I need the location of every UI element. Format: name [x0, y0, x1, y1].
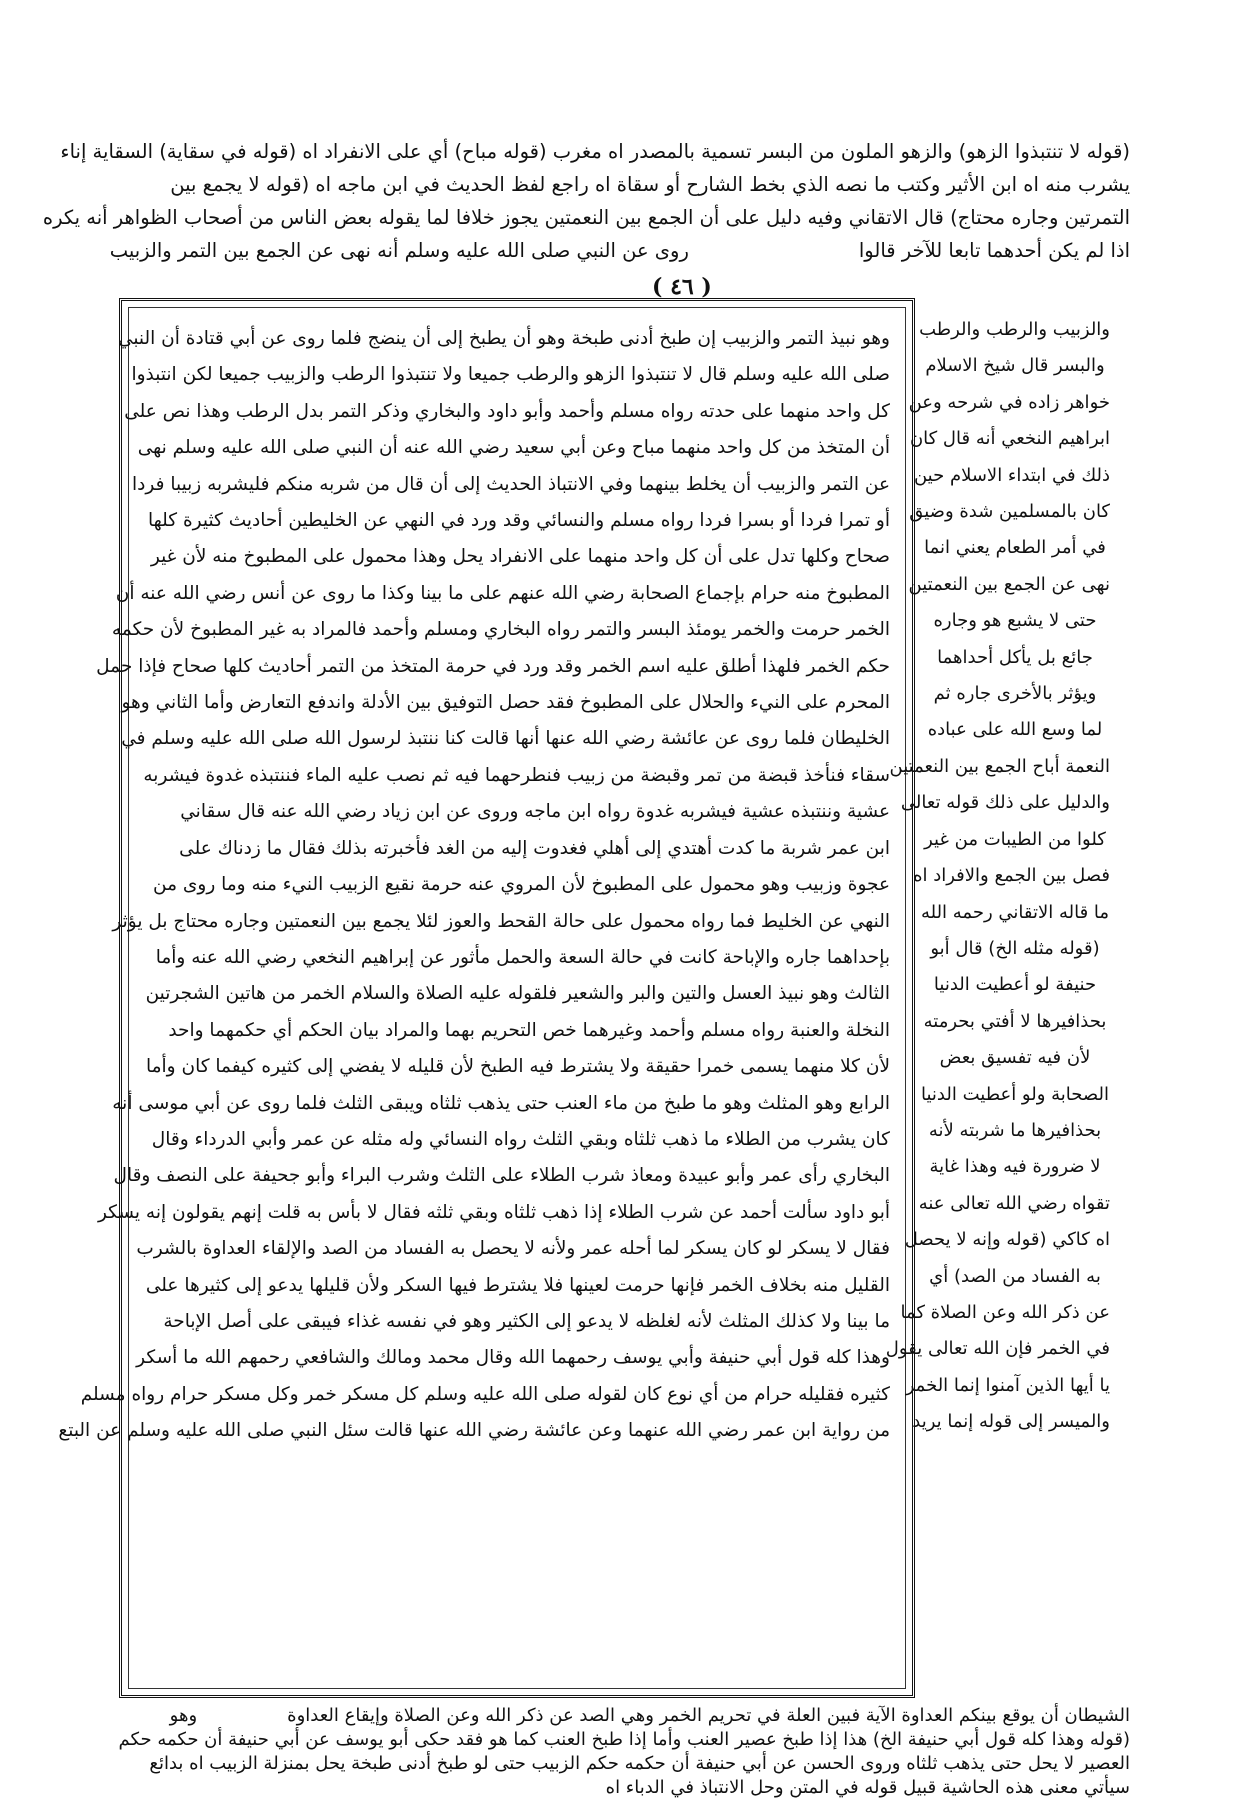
side-note-line: به الفساد من الصد) أي — [929, 1265, 1101, 1287]
side-note-line: لما وسع الله على عباده — [927, 719, 1103, 741]
text-line: عجوة وزبيب وهو محمول على المطبوخ لأن المروي عنه حرمة نقيع الزبيب النيء منه وما روى من — [153, 874, 890, 896]
text-line: المحرم على النيء والحلال على المطبوخ فقد حصل التوفيق بين الأدلة واندفع التعارض وأما الثاني وهو — [121, 692, 890, 714]
commentary-line: (قوله وهذا كله قول أبي حنيفة الخ) هذا إذا طبخ عصير العنب وأما إذا طبخ العنب كما هو فقد حكى أبو يوسف عن أبي حنيفة أن حكمه حكم — [118, 1729, 1130, 1750]
text-line: أن المتخذ من كل واحد منهما مباح وعن أبي سعيد رضي الله عنه أن النبي صلى الله عليه وسلم نهى — [137, 437, 890, 459]
side-note-line: لا ضرورة فيه وهذا غاية — [929, 1156, 1101, 1178]
text-line: صلى الله عليه وسلم قال لا تنتبذوا الزهو والرطب جميعا ولا تنتبذوا الرطب والزبيب جميعا لكن انتبذوا — [131, 364, 890, 386]
text-line: أبو داود سألت أحمد عن شرب الطلاء إذا ذهب ثلثاه وبقي ثلثه فقال لا بأس به قلت إنهم يقولون إنه يسكر — [97, 1201, 890, 1223]
side-note-line: نهى عن الجمع بين النعمتين — [908, 573, 1110, 595]
commentary-line-head: اذا لم يكن أحدهما تابعا للآخر قالوا — [858, 239, 1130, 262]
text-line: النهي عن الخليط فما رواه محمول على حالة القحط والعوز لئلا يجمع بين النعمتين وجاره محتاج بل يؤثر — [112, 910, 890, 932]
side-note-line: النعمة أباح الجمع بين النعمتين — [889, 755, 1110, 777]
side-note-line: بحذافيرها ما شربته لأنه — [928, 1119, 1102, 1141]
page-number: ( ٤٦ ) — [652, 274, 712, 300]
text-line: الخمر حرمت والخمر يومئذ البسر والتمر رواه البخاري ومسلم وأحمد فالمراد به غير المطبوخ لأن حكمه — [111, 619, 890, 641]
side-note-line: (قوله مثله الخ) قال أبو — [930, 937, 1100, 959]
text-line: من رواية ابن عمر رضي الله عنهما وعن عائشة رضي الله عنها قالت سئل النبي صلى الله عليه وسلم عن البتع — [58, 1420, 890, 1442]
text-line: الرابع وهو المثلث وهو ما طبخ من ماء العنب حتى يذهب ثلثاه ويبقى الثلث فلما روى عن أبي موسى أنه — [112, 1092, 890, 1114]
side-note-line: حنيفة لو أعطيت الدنيا — [933, 974, 1097, 996]
side-note-line: عن ذكر الله وعن الصلاة كما — [900, 1301, 1110, 1323]
text-line: الثالث وهو نبيذ العسل والتين والبر والشعير فلقوله عليه الصلاة والسلام الخمر من هاتين الشجرتين — [145, 983, 890, 1005]
text-line: صحاح وكلها تدل على أن كل واحد منهما على الانفراد يحل وهذا محمول على المطبوخ منه لأن غير — [150, 546, 890, 568]
commentary-line — [120, 1704, 1130, 1728]
text-line: أو تمرا فردا أو بسرا فردا رواه مسلم والنسائي وقد ورد في النهي عن الخليطين أحاديث كثيرة كلها — [147, 510, 890, 532]
text-line: بإحداهما جاره والإباحة كانت في حالة السعة والحمل مأثور عن إبراهيم النخعي رضي الله عنه وأما — [155, 946, 890, 968]
side-margin-notes — [885, 312, 1110, 1441]
bottom-commentary — [120, 1704, 1130, 1800]
text-line: كثيره فقليله حرام من أي نوع كان لقوله صلى الله عليه وسلم كل مسكر خمر وكل مسكر حرام رواه مسلم — [80, 1383, 890, 1405]
text-line: حكم الخمر فلهذا أطلق عليه اسم الخمر وقد ورد في حرمة المتخذ من التمر أحاديث كلها صحاح فإذا حمل — [96, 655, 890, 677]
side-note-line: في أمر الطعام يعني انما — [924, 537, 1106, 559]
text-line: الخليطان فلما روى عن عائشة رضي الله عنها أنها قالت كنا ننتبذ لرسول الله صلى الله عليه وسلم في — [121, 728, 890, 750]
text-line: عشية وننتبذه عشية فيشربه غدوة رواه ابن ماجه وروى عن ابن زياد رضي الله عنه قال سقاني — [180, 801, 890, 823]
side-note-line: يا أيها الذين آمنوا إنما الخمر — [905, 1374, 1110, 1396]
commentary-line: سيأتي معنى هذه الحاشية قبيل قوله في المتن وحل الانتباذ في الدباء اه — [605, 1777, 1130, 1798]
text-line: القليل منه بخلاف الخمر فإنها حرمت لعينها فلا يشترط فيها السكر ولأن قليلها يدعو إلى كثيرها على — [145, 1274, 890, 1296]
text-line: وهو نبيذ التمر والزبيب إن طبخ أدنى طبخة وهو أن يطبخ إلى أن ينضج فلما روى عن أبي قتادة أن النبي — [117, 328, 890, 349]
commentary-line: يشرب منه اه ابن الأثير وكتب ما نصه الذي بخط الشارح أو سقاة اه راجع لفظ الحديث في ابن ماجه اه (قوله لا يجمع بين — [170, 173, 1130, 196]
text-line: كان يشرب من الطلاء ما ذهب ثلثاه وبقي الثلث رواه النسائي وله مثله عن عمر وأبي الدرداء وقال — [151, 1128, 890, 1150]
side-note-line: والدليل على ذلك قوله تعالى — [900, 792, 1110, 814]
side-note-line: لأن فيه تفسيق بعض — [939, 1047, 1091, 1069]
side-note-line: والميسر إلى قوله إنما يريد — [912, 1411, 1110, 1433]
side-note-line: كان بالمسلمين شدة وضيق — [909, 501, 1110, 523]
commentary-line — [109, 234, 1130, 267]
side-note-line: الصحابة ولو أعطيت الدنيا — [921, 1083, 1109, 1105]
side-note-line: خواهر زاده في شرحه وعن — [908, 391, 1110, 413]
side-note-line: اه كاكي (قوله وإنه لا يحصل — [904, 1229, 1110, 1251]
commentary-line: العصير لا يحل حتى يذهب ثلثاه وروى الحسن عن أبي حنيفة أن حكمه حكم الزبيب حتى لو طبخ أدنى طبخة يحل بمنزلة الزبيب اه بدائع — [149, 1753, 1130, 1774]
text-line: ما بينا ولا كذلك المثلث لأنه لغلظه لا يدعو إلى الكثير وهو في نفسه غذاء فيبقى على أصل الإباحة — [163, 1310, 890, 1332]
side-note-line: كلوا من الطيبات من غير — [924, 828, 1106, 850]
main-text-frame — [58, 298, 915, 1698]
side-note-line: والبسر قال شيخ الاسلام — [925, 355, 1105, 377]
side-note-line: حتى لا يشبع هو وجاره — [933, 610, 1097, 632]
text-line: ابن عمر شربة ما كدت أهتدي إلى أهلي فغدوت إليه من الغد فأخبرته بذلك فقال ما زدناك على — [179, 837, 890, 859]
commentary-line-tail: روى عن النبي صلى الله عليه وسلم أنه نهى عن الجمع بين التمر والزبيب — [109, 239, 689, 262]
side-note-line: في الخمر فإن الله تعالى يقول — [885, 1338, 1110, 1360]
side-note-line: فصل بين الجمع والافراد اه — [913, 865, 1110, 887]
text-line: سقاء فنأخذ قبضة من تمر وقبضة من زبيب فنطرحهما فيه ثم نصب عليه الماء فننتبذه غدوة فيشربه — [143, 764, 890, 786]
commentary-line: التمرتين وجاره محتاج) قال الاتقاني وفيه دليل على أن الجمع بين النعمتين يجوز خلافا لما يقوله بعض الناس من أصحاب الظواهر أنه يكره — [42, 206, 1130, 229]
text-line: المطبوخ منه حرام بإجماع الصحابة رضي الله عنهم على ما بينا وكذا ما روى عن أنس رضي الله عنه أن — [115, 582, 890, 604]
text-line: لأن كلا منهما يسمى خمرا حقيقة ولا يشترط فيه الطبخ لأن قليله لا يفضي إلى كثيره كيفما كان وأما — [146, 1056, 890, 1078]
text-line: فقال لا يسكر لو كان يسكر لما أحله عمر ولأنه لا يحصل به الفساد من الصد والإلقاء العداوة بالشرب — [136, 1238, 890, 1260]
commentary-line-head: الشيطان أن يوقع بينكم العداوة الآية فبين العلة في تحريم الخمر وهي الصد عن ذكر الله وعن الصلاة وإيقاع العداوة — [287, 1705, 1130, 1726]
text-line: كل واحد منهما على حدته رواه مسلم وأحمد وأبو داود والبخاري وذكر التمر بدل الرطب وهذا نص على — [124, 400, 890, 422]
side-note-line: ما قاله الاتقاني رحمه الله — [920, 901, 1110, 923]
text-line: وهذا كله قول أبي حنيفة وأبي يوسف رحمهما الله وقال محمد ومالك والشافعي رحمهم الله ما أسكر — [136, 1347, 890, 1369]
top-commentary — [42, 135, 1130, 267]
main-text — [58, 321, 890, 1450]
commentary-line-tail: وهو — [169, 1705, 198, 1726]
text-line: البخاري رأى عمر وأبو عبيدة ومعاذ شرب الطلاء على الثلث وشرب البراء وأبو جحيفة على النصف وقال — [113, 1165, 890, 1187]
side-note-line: ابراهيم النخعي أنه قال كان — [909, 428, 1110, 450]
side-note-line: بحذافيرها لا أفتي بحرمته — [923, 1010, 1107, 1032]
text-line: النخلة والعنبة رواه مسلم وأحمد وغيرهما خص التحريم بهما والمراد بيان الحكم أي حكمهما واحد — [168, 1019, 890, 1041]
side-note-line: ذلك في ابتداء الاسلام حين — [913, 464, 1110, 486]
text-line: عن التمر والزبيب أن يخلط بينهما وفي الانتباذ الحديث إلى أن قال من شربه منكم فليشربه زبيبا فردا — [132, 473, 890, 495]
side-note-line: والزبيب والرطب والرطب — [919, 319, 1110, 340]
commentary-line: (قوله لا تنتبذوا الزهو) والزهو الملون من البسر تسمية بالمصدر اه مغرب (قوله مباح) أي على الانفراد اه (قوله في سقاية) السقاية إناء — [60, 140, 1130, 163]
side-note-line: ويؤثر بالأخرى جاره ثم — [933, 683, 1097, 705]
side-note-line: تقواه رضي الله تعالى عنه — [918, 1192, 1110, 1214]
side-note-line: جائع بل يأكل أحداهما — [937, 646, 1093, 668]
